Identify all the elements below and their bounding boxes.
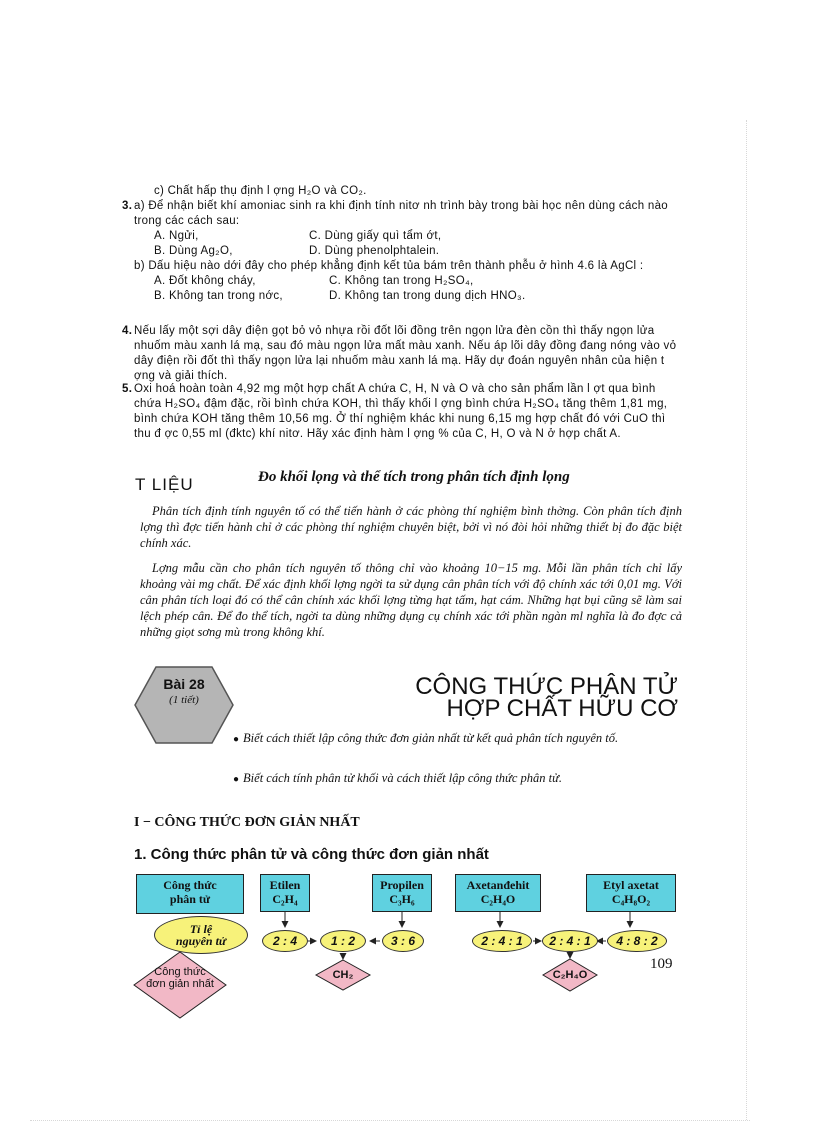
legend-diamond-line: Công thức <box>154 966 206 978</box>
option: A. Ngửi, <box>154 230 199 242</box>
molecule-box-etilen <box>260 874 310 912</box>
ratio-ellipse-common: 1 : 2 <box>320 930 366 952</box>
legend-diamond-label <box>140 966 220 990</box>
exercise-number: 4. <box>122 325 133 337</box>
legend-box-line: Công thức <box>163 878 217 892</box>
legend-ellipse-line: nguyên tử <box>175 934 227 948</box>
molecule-formula: C₂H₄ <box>272 892 298 906</box>
reading-paragraph: Phân tích định tính nguyên tố có thể tiến hành ở các phòng thí nghiệm bình thờng. Còn phân tích định lợng thì đợc tiến hành chỉ ở các phòng thí nghiệm chuyên biệt, bởi vì nó đòi hỏi những thiết bị đo đặc biệt chính xác. <box>140 504 682 550</box>
exercise-number: 5. <box>122 383 133 395</box>
section-heading: I − CÔNG THỨC ĐƠN GIẢN NHẤT <box>134 815 360 830</box>
exercise-3 <box>122 199 682 304</box>
lesson-number: Bài 28 <box>163 676 205 692</box>
bullet-icon: ● <box>233 734 240 745</box>
exercise-text: Nếu lấy một sợi dây điện gọt bỏ vỏ nhựa rồi đốt lõi đồng trên ngọn lửa đèn cồn thì thấy ngọn lửa nhuốm màu xanh lá mạ, sau đó màu ngọn lửa mất màu xanh. Nếu áp lõi dây đồng đang nóng vào vỏ dây điện rồi đốt thì thấy ngọn lửa lại nhuốm màu xanh lá mạ. Hãy dự đoán nguyên nhân của hiện t ợng và giải thích. <box>134 325 677 382</box>
legend-ellipse-line: Tỉ lệ <box>189 922 213 936</box>
molecule-name: Etyl axetat <box>603 878 659 892</box>
margin-guide <box>746 120 747 1120</box>
margin-guide <box>30 1120 750 1121</box>
molecule-name: Propilen <box>380 878 424 892</box>
exercise-3b-question: b) Dấu hiệu nào dới đây cho phép khẳng định kết tủa bám trên thành phễu ở hình 4.6 là AgCl : <box>134 260 644 272</box>
option: D. Dùng phenolphtalein. <box>309 245 440 257</box>
exercise-4 <box>122 324 682 384</box>
section-label: T LIỆU <box>135 475 194 494</box>
simplest-formula: CH₂ <box>332 969 354 981</box>
exercise-3a-question: a) Để nhận biết khí amoniac sinh ra khi định tính nitơ nh trình bày trong bài học nên dùng cách nào trong các cách sau: <box>134 200 668 227</box>
exercise-text: Oxi hoá hoàn toàn 4,92 mg một hợp chất A chứa C, H, N và O và cho sản phẩm lần l ợt qua bình chứa H₂SO₄ đậm đặc, rồi bình chứa KOH, thì thấy khối l ợng bình chứa H₂SO₄ tăng thêm 1,81 mg, bình chứa KOH tăng thêm 10,56 mg. Ở thí nghiệm khác khi nung 6,15 mg hợp chất đó với CuO thì thu đ ợc 0,55 ml (đktc) khí nitơ. Hãy xác định hàm l ợng % của C, H, O và N ở hợp chất A. <box>134 383 668 440</box>
option: B. Không tan trong nớc, <box>154 290 283 302</box>
exercise-number: 3. <box>122 200 133 212</box>
ratio-ellipse-common: 2 : 4 : 1 <box>542 930 598 952</box>
molecule-formula: C₂H₄O <box>480 892 516 906</box>
molecule-box-propilen <box>372 874 432 912</box>
legend-diamond-line: đơn giản nhất <box>146 978 214 990</box>
option: A. Đốt không cháy, <box>154 275 256 287</box>
lesson-title <box>415 673 678 722</box>
legend-box-line: phân tử <box>169 892 211 906</box>
bullet-icon: ● <box>233 774 240 785</box>
reading-paragraph: Lợng mẫu cần cho phân tích nguyên tố thông chỉ vào khoảng 10−15 mg. Mỗi lần phân tích chỉ lấy khoảng vài mg chất. Để xác định khối lợng ngời ta sử dụng cân phân tích với độ chính xác tới 0,01 mg. Với cân phân tích loại đó có thể cân chính xác khối lợng từng hạt tấm, hạt cám. Những hạt bụi cũng sẽ làm sai lệch phép cân. Để đo thể tích, ngời ta dùng những dụng cụ chính xác tới phần ngàn ml nghĩa là đo đợc cả những giọt sơng mù trong không khí. <box>140 561 682 639</box>
molecule-name: Axetanđehit <box>466 878 530 892</box>
exercise-5 <box>122 382 682 442</box>
goal-text: Biết cách thiết lập công thức đơn giản nhất từ kết quả phân tích nguyên tố. <box>243 731 619 745</box>
option: C. Dùng giấy quì tẩm ớt, <box>309 230 442 242</box>
reading-title: Đo khối lọng và thể tích trong phân tích định lọng <box>258 469 570 485</box>
option: D. Không tan trong dung dịch HNO₃. <box>329 290 526 302</box>
lesson-title-line: CÔNG THỨC PHÂN TỬ <box>415 673 678 700</box>
page-number: 109 <box>650 956 673 972</box>
lesson-title-line: HỢP CHẤT HỮU CƠ <box>446 695 678 722</box>
goal-text: Biết cách tính phân tử khối và cách thiết lập công thức phân tử. <box>243 771 563 785</box>
molecule-formula: C₄H₈O₂ <box>611 892 651 906</box>
lesson-duration: (1 tiết) <box>169 694 199 706</box>
lesson-goal <box>233 768 683 790</box>
molecule-box-etyl-axetat <box>586 874 676 912</box>
exercise-2c: c) Chất hấp thụ định l ợng H₂O và CO₂. <box>154 185 367 197</box>
ratio-ellipse: 2 : 4 <box>262 930 308 952</box>
lesson-goal <box>233 728 683 750</box>
ratio-ellipse: 3 : 6 <box>382 930 424 952</box>
subsection-heading: 1. Công thức phân tử và công thức đơn giản nhất <box>134 846 489 863</box>
option: C. Không tan trong H₂SO₄, <box>329 275 474 287</box>
simplest-formula: C₂H₄O <box>552 969 588 981</box>
option: B. Dùng Ag₂O, <box>154 245 233 257</box>
legend-box <box>136 874 244 914</box>
ratio-ellipse: 2 : 4 : 1 <box>472 930 532 952</box>
molecule-formula: C₃H₆ <box>389 892 415 906</box>
molecule-name: Etilen <box>269 878 301 892</box>
molecule-box-axetandehit <box>455 874 541 912</box>
ratio-ellipse: 4 : 8 : 2 <box>607 930 667 952</box>
legend-ellipse <box>154 916 248 954</box>
